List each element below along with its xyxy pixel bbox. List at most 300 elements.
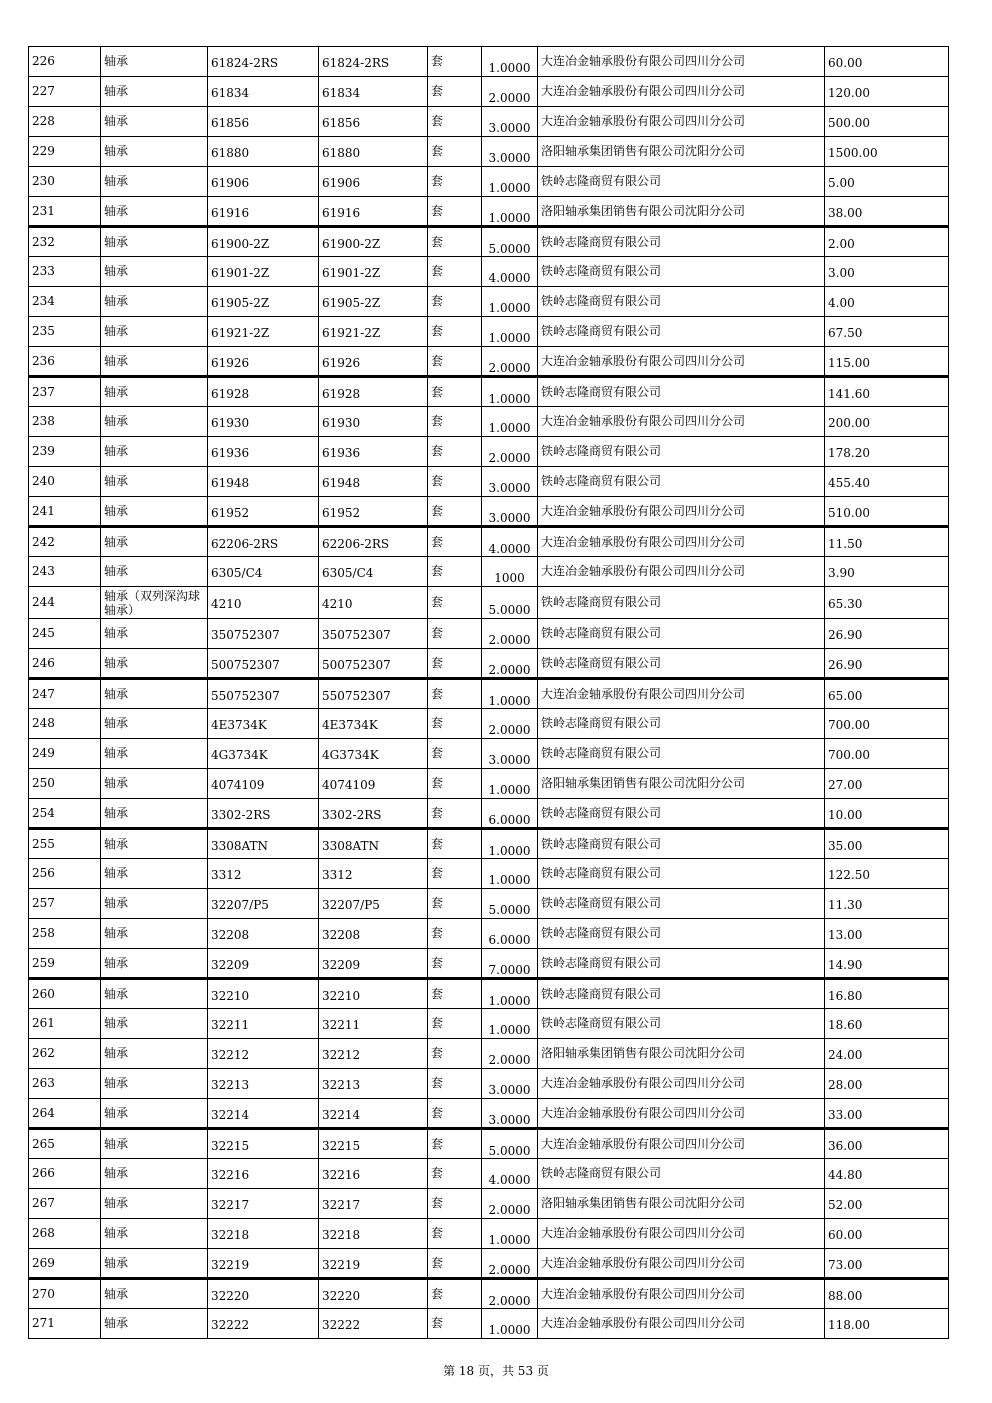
item-unit: 套 <box>428 497 482 527</box>
item-vendor: 大连冶金轴承股份有限公司四川分公司 <box>538 1069 825 1099</box>
item-quantity: 1.0000 <box>482 979 538 1009</box>
row-number: 226 <box>29 47 101 77</box>
item-vendor: 大连冶金轴承股份有限公司四川分公司 <box>538 1219 825 1249</box>
item-vendor: 大连冶金轴承股份有限公司四川分公司 <box>538 347 825 377</box>
item-vendor: 铁岭志隆商贸有限公司 <box>538 1009 825 1039</box>
item-spec: 61930 <box>319 407 428 437</box>
item-price: 4.00 <box>825 287 949 317</box>
item-vendor: 铁岭志隆商贸有限公司 <box>538 979 825 1009</box>
item-model: 4210 <box>208 587 319 619</box>
row-number: 230 <box>29 167 101 197</box>
table-row <box>29 649 949 679</box>
item-name: 轴承 <box>101 407 208 437</box>
item-quantity: 2.0000 <box>482 347 538 377</box>
table-row <box>29 739 949 769</box>
item-unit: 套 <box>428 829 482 859</box>
item-spec: 32207/P5 <box>319 889 428 919</box>
item-quantity: 1.0000 <box>482 167 538 197</box>
item-spec: 32222 <box>319 1309 428 1339</box>
table-row <box>29 709 949 739</box>
page-footer: 第 18 页，共 53 页 <box>443 1364 549 1378</box>
item-spec: 4210 <box>319 587 428 619</box>
item-quantity: 2.0000 <box>482 1189 538 1219</box>
item-vendor: 铁岭志隆商贸有限公司 <box>538 317 825 347</box>
row-number: 249 <box>29 739 101 769</box>
row-number: 246 <box>29 649 101 679</box>
item-quantity: 5.0000 <box>482 889 538 919</box>
item-price: 26.90 <box>825 649 949 679</box>
item-quantity: 1.0000 <box>482 407 538 437</box>
item-quantity: 3.0000 <box>482 137 538 167</box>
row-number: 271 <box>29 1309 101 1339</box>
table-row <box>29 47 949 77</box>
table-row <box>29 257 949 287</box>
item-quantity: 1.0000 <box>482 317 538 347</box>
item-unit: 套 <box>428 167 482 197</box>
item-vendor: 洛阳轴承集团销售有限公司沈阳分公司 <box>538 197 825 227</box>
item-model: 500752307 <box>208 649 319 679</box>
item-vendor: 大连冶金轴承股份有限公司四川分公司 <box>538 77 825 107</box>
item-quantity: 4.0000 <box>482 1159 538 1189</box>
item-unit: 套 <box>428 1219 482 1249</box>
item-spec: 61928 <box>319 377 428 407</box>
item-name: 轴承（双列深沟球轴承） <box>101 587 208 619</box>
item-vendor: 铁岭志隆商贸有限公司 <box>538 739 825 769</box>
item-name: 轴承 <box>101 497 208 527</box>
item-spec: 32213 <box>319 1069 428 1099</box>
item-model: 61834 <box>208 77 319 107</box>
row-number: 241 <box>29 497 101 527</box>
item-name: 轴承 <box>101 347 208 377</box>
row-number: 264 <box>29 1099 101 1129</box>
item-quantity: 6.0000 <box>482 919 538 949</box>
item-vendor: 铁岭志隆商贸有限公司 <box>538 859 825 889</box>
item-quantity: 6.0000 <box>482 799 538 829</box>
item-spec: 61834 <box>319 77 428 107</box>
item-price: 14.90 <box>825 949 949 979</box>
row-number: 248 <box>29 709 101 739</box>
item-price: 73.00 <box>825 1249 949 1279</box>
item-model: 61880 <box>208 137 319 167</box>
item-model: 32222 <box>208 1309 319 1339</box>
item-name: 轴承 <box>101 769 208 799</box>
table-row <box>29 137 949 167</box>
item-price: 60.00 <box>825 47 949 77</box>
item-model: 32218 <box>208 1219 319 1249</box>
item-price: 11.30 <box>825 889 949 919</box>
item-price: 33.00 <box>825 1099 949 1129</box>
item-vendor: 大连冶金轴承股份有限公司四川分公司 <box>538 497 825 527</box>
item-model: 350752307 <box>208 619 319 649</box>
item-unit: 套 <box>428 1159 482 1189</box>
item-spec: 32215 <box>319 1129 428 1159</box>
item-spec: 3308ATN <box>319 829 428 859</box>
item-quantity: 1.0000 <box>482 1219 538 1249</box>
item-unit: 套 <box>428 467 482 497</box>
item-name: 轴承 <box>101 437 208 467</box>
item-price: 65.00 <box>825 679 949 709</box>
item-price: 455.40 <box>825 467 949 497</box>
item-vendor: 铁岭志隆商贸有限公司 <box>538 649 825 679</box>
item-name: 轴承 <box>101 1039 208 1069</box>
item-name: 轴承 <box>101 1219 208 1249</box>
item-unit: 套 <box>428 1129 482 1159</box>
item-spec: 61921-2Z <box>319 317 428 347</box>
row-number: 256 <box>29 859 101 889</box>
item-vendor: 大连冶金轴承股份有限公司四川分公司 <box>538 1099 825 1129</box>
item-unit: 套 <box>428 77 482 107</box>
item-vendor: 洛阳轴承集团销售有限公司沈阳分公司 <box>538 769 825 799</box>
item-price: 510.00 <box>825 497 949 527</box>
table-row <box>29 227 949 257</box>
item-name: 轴承 <box>101 949 208 979</box>
item-price: 178.20 <box>825 437 949 467</box>
item-unit: 套 <box>428 287 482 317</box>
table-row <box>29 437 949 467</box>
item-quantity: 1000 <box>482 557 538 587</box>
item-vendor: 铁岭志隆商贸有限公司 <box>538 619 825 649</box>
item-spec: 61936 <box>319 437 428 467</box>
bearing-table <box>28 46 949 1339</box>
item-model: 32219 <box>208 1249 319 1279</box>
item-vendor: 洛阳轴承集团销售有限公司沈阳分公司 <box>538 1039 825 1069</box>
item-quantity: 2.0000 <box>482 437 538 467</box>
item-price: 36.00 <box>825 1129 949 1159</box>
item-name: 轴承 <box>101 1189 208 1219</box>
item-model: 61916 <box>208 197 319 227</box>
row-number: 268 <box>29 1219 101 1249</box>
item-quantity: 1.0000 <box>482 829 538 859</box>
item-spec: 3302-2RS <box>319 799 428 829</box>
item-model: 61856 <box>208 107 319 137</box>
item-spec: 350752307 <box>319 619 428 649</box>
row-number: 267 <box>29 1189 101 1219</box>
item-name: 轴承 <box>101 107 208 137</box>
item-quantity: 3.0000 <box>482 107 538 137</box>
item-price: 60.00 <box>825 1219 949 1249</box>
item-vendor: 洛阳轴承集团销售有限公司沈阳分公司 <box>538 1189 825 1219</box>
table-row <box>29 407 949 437</box>
row-number: 269 <box>29 1249 101 1279</box>
item-model: 4074109 <box>208 769 319 799</box>
row-number: 242 <box>29 527 101 557</box>
row-number: 270 <box>29 1279 101 1309</box>
item-unit: 套 <box>428 1039 482 1069</box>
item-quantity: 1.0000 <box>482 377 538 407</box>
item-spec: 500752307 <box>319 649 428 679</box>
item-vendor: 铁岭志隆商贸有限公司 <box>538 919 825 949</box>
item-price: 16.80 <box>825 979 949 1009</box>
item-model: 3312 <box>208 859 319 889</box>
item-unit: 套 <box>428 587 482 619</box>
item-spec: 4074109 <box>319 769 428 799</box>
item-price: 5.00 <box>825 167 949 197</box>
item-vendor: 铁岭志隆商贸有限公司 <box>538 377 825 407</box>
item-quantity: 1.0000 <box>482 679 538 709</box>
item-name: 轴承 <box>101 467 208 497</box>
item-quantity: 5.0000 <box>482 1129 538 1159</box>
row-number: 232 <box>29 227 101 257</box>
table-row <box>29 77 949 107</box>
item-spec: 61824-2RS <box>319 47 428 77</box>
item-spec: 32219 <box>319 1249 428 1279</box>
table-row <box>29 769 949 799</box>
table-row <box>29 679 949 709</box>
item-unit: 套 <box>428 919 482 949</box>
item-name: 轴承 <box>101 1099 208 1129</box>
row-number: 250 <box>29 769 101 799</box>
item-spec: 550752307 <box>319 679 428 709</box>
row-number: 255 <box>29 829 101 859</box>
item-unit: 套 <box>428 437 482 467</box>
item-name: 轴承 <box>101 709 208 739</box>
row-number: 229 <box>29 137 101 167</box>
item-model: 61928 <box>208 377 319 407</box>
row-number: 265 <box>29 1129 101 1159</box>
item-quantity: 5.0000 <box>482 587 538 619</box>
item-price: 120.00 <box>825 77 949 107</box>
item-unit: 套 <box>428 1099 482 1129</box>
row-number: 257 <box>29 889 101 919</box>
item-unit: 套 <box>428 347 482 377</box>
table-row <box>29 1039 949 1069</box>
row-number: 266 <box>29 1159 101 1189</box>
item-name: 轴承 <box>101 859 208 889</box>
row-number: 244 <box>29 587 101 619</box>
row-number: 259 <box>29 949 101 979</box>
item-name: 轴承 <box>101 1279 208 1309</box>
item-name: 轴承 <box>101 829 208 859</box>
item-name: 轴承 <box>101 527 208 557</box>
table-row <box>29 1309 949 1339</box>
item-quantity: 5.0000 <box>482 227 538 257</box>
item-quantity: 3.0000 <box>482 467 538 497</box>
item-name: 轴承 <box>101 1159 208 1189</box>
item-quantity: 1.0000 <box>482 287 538 317</box>
item-price: 118.00 <box>825 1309 949 1339</box>
item-unit: 套 <box>428 407 482 437</box>
item-vendor: 大连冶金轴承股份有限公司四川分公司 <box>538 679 825 709</box>
item-model: 6305/C4 <box>208 557 319 587</box>
item-unit: 套 <box>428 317 482 347</box>
item-model: 32213 <box>208 1069 319 1099</box>
item-price: 35.00 <box>825 829 949 859</box>
row-number: 234 <box>29 287 101 317</box>
item-quantity: 2.0000 <box>482 1039 538 1069</box>
item-quantity: 4.0000 <box>482 257 538 287</box>
item-model: 32216 <box>208 1159 319 1189</box>
item-spec: 61880 <box>319 137 428 167</box>
row-number: 254 <box>29 799 101 829</box>
item-quantity: 1.0000 <box>482 1309 538 1339</box>
item-name: 轴承 <box>101 557 208 587</box>
item-price: 52.00 <box>825 1189 949 1219</box>
item-spec: 6305/C4 <box>319 557 428 587</box>
item-unit: 套 <box>428 799 482 829</box>
item-quantity: 1.0000 <box>482 859 538 889</box>
item-model: 61921-2Z <box>208 317 319 347</box>
item-price: 2.00 <box>825 227 949 257</box>
item-spec: 4E3734K <box>319 709 428 739</box>
table-row <box>29 167 949 197</box>
item-name: 轴承 <box>101 227 208 257</box>
item-spec: 61901-2Z <box>319 257 428 287</box>
item-name: 轴承 <box>101 799 208 829</box>
item-vendor: 大连冶金轴承股份有限公司四川分公司 <box>538 557 825 587</box>
item-vendor: 铁岭志隆商贸有限公司 <box>538 287 825 317</box>
item-model: 32207/P5 <box>208 889 319 919</box>
item-price: 10.00 <box>825 799 949 829</box>
item-vendor: 铁岭志隆商贸有限公司 <box>538 949 825 979</box>
item-price: 13.00 <box>825 919 949 949</box>
item-unit: 套 <box>428 769 482 799</box>
row-number: 245 <box>29 619 101 649</box>
item-quantity: 3.0000 <box>482 1069 538 1099</box>
item-vendor: 大连冶金轴承股份有限公司四川分公司 <box>538 527 825 557</box>
item-vendor: 铁岭志隆商贸有限公司 <box>538 829 825 859</box>
table-row <box>29 1129 949 1159</box>
item-quantity: 2.0000 <box>482 1249 538 1279</box>
item-vendor: 大连冶金轴承股份有限公司四川分公司 <box>538 407 825 437</box>
table-row <box>29 1219 949 1249</box>
item-name: 轴承 <box>101 739 208 769</box>
item-spec: 61952 <box>319 497 428 527</box>
item-price: 11.50 <box>825 527 949 557</box>
item-price: 700.00 <box>825 709 949 739</box>
table-row <box>29 1159 949 1189</box>
item-name: 轴承 <box>101 137 208 167</box>
table-row <box>29 949 949 979</box>
item-model: 32220 <box>208 1279 319 1309</box>
row-number: 231 <box>29 197 101 227</box>
item-quantity: 2.0000 <box>482 649 538 679</box>
item-name: 轴承 <box>101 1129 208 1159</box>
row-number: 258 <box>29 919 101 949</box>
table-row <box>29 619 949 649</box>
item-model: 4E3734K <box>208 709 319 739</box>
row-number: 243 <box>29 557 101 587</box>
item-quantity: 1.0000 <box>482 769 538 799</box>
item-unit: 套 <box>428 377 482 407</box>
table-row <box>29 287 949 317</box>
item-quantity: 3.0000 <box>482 497 538 527</box>
item-model: 61824-2RS <box>208 47 319 77</box>
item-vendor: 铁岭志隆商贸有限公司 <box>538 437 825 467</box>
item-model: 61936 <box>208 437 319 467</box>
item-price: 3.00 <box>825 257 949 287</box>
item-quantity: 7.0000 <box>482 949 538 979</box>
item-name: 轴承 <box>101 47 208 77</box>
item-name: 轴承 <box>101 287 208 317</box>
item-unit: 套 <box>428 1279 482 1309</box>
item-spec: 61900-2Z <box>319 227 428 257</box>
item-price: 67.50 <box>825 317 949 347</box>
item-model: 32211 <box>208 1009 319 1039</box>
row-number: 240 <box>29 467 101 497</box>
item-unit: 套 <box>428 709 482 739</box>
table-row <box>29 107 949 137</box>
item-price: 122.50 <box>825 859 949 889</box>
item-spec: 62206-2RS <box>319 527 428 557</box>
item-price: 700.00 <box>825 739 949 769</box>
table-row <box>29 347 949 377</box>
table-row <box>29 377 949 407</box>
item-unit: 套 <box>428 649 482 679</box>
item-spec: 32220 <box>319 1279 428 1309</box>
item-quantity: 1.0000 <box>482 1009 538 1039</box>
item-spec: 32217 <box>319 1189 428 1219</box>
table-row <box>29 497 949 527</box>
table-row <box>29 859 949 889</box>
table-row <box>29 919 949 949</box>
item-price: 141.60 <box>825 377 949 407</box>
item-unit: 套 <box>428 47 482 77</box>
item-unit: 套 <box>428 679 482 709</box>
item-unit: 套 <box>428 1249 482 1279</box>
item-unit: 套 <box>428 227 482 257</box>
item-vendor: 大连冶金轴承股份有限公司四川分公司 <box>538 1309 825 1339</box>
item-quantity: 3.0000 <box>482 1099 538 1129</box>
item-model: 32209 <box>208 949 319 979</box>
item-price: 18.60 <box>825 1009 949 1039</box>
item-name: 轴承 <box>101 889 208 919</box>
item-price: 28.00 <box>825 1069 949 1099</box>
item-model: 61900-2Z <box>208 227 319 257</box>
item-model: 61948 <box>208 467 319 497</box>
item-vendor: 大连冶金轴承股份有限公司四川分公司 <box>538 1249 825 1279</box>
table-body <box>29 47 949 1339</box>
item-name: 轴承 <box>101 1069 208 1099</box>
item-name: 轴承 <box>101 619 208 649</box>
item-vendor: 铁岭志隆商贸有限公司 <box>538 1159 825 1189</box>
item-spec: 4G3734K <box>319 739 428 769</box>
item-model: 62206-2RS <box>208 527 319 557</box>
item-model: 61926 <box>208 347 319 377</box>
item-price: 88.00 <box>825 1279 949 1309</box>
item-spec: 32218 <box>319 1219 428 1249</box>
item-vendor: 铁岭志隆商贸有限公司 <box>538 587 825 619</box>
table-row <box>29 1279 949 1309</box>
item-unit: 套 <box>428 1069 482 1099</box>
item-model: 32214 <box>208 1099 319 1129</box>
item-spec: 32210 <box>319 979 428 1009</box>
item-unit: 套 <box>428 107 482 137</box>
table-row <box>29 527 949 557</box>
item-quantity: 2.0000 <box>482 709 538 739</box>
table-row <box>29 197 949 227</box>
item-name: 轴承 <box>101 197 208 227</box>
item-model: 32208 <box>208 919 319 949</box>
item-unit: 套 <box>428 557 482 587</box>
row-number: 238 <box>29 407 101 437</box>
item-vendor: 铁岭志隆商贸有限公司 <box>538 227 825 257</box>
item-price: 44.80 <box>825 1159 949 1189</box>
item-vendor: 大连冶金轴承股份有限公司四川分公司 <box>538 47 825 77</box>
row-number: 233 <box>29 257 101 287</box>
item-price: 26.90 <box>825 619 949 649</box>
table-row <box>29 587 949 619</box>
item-price: 500.00 <box>825 107 949 137</box>
item-price: 3.90 <box>825 557 949 587</box>
table-row <box>29 557 949 587</box>
row-number: 247 <box>29 679 101 709</box>
row-number: 237 <box>29 377 101 407</box>
item-spec: 61916 <box>319 197 428 227</box>
item-unit: 套 <box>428 257 482 287</box>
item-name: 轴承 <box>101 1009 208 1039</box>
item-spec: 61905-2Z <box>319 287 428 317</box>
table-row <box>29 1099 949 1129</box>
